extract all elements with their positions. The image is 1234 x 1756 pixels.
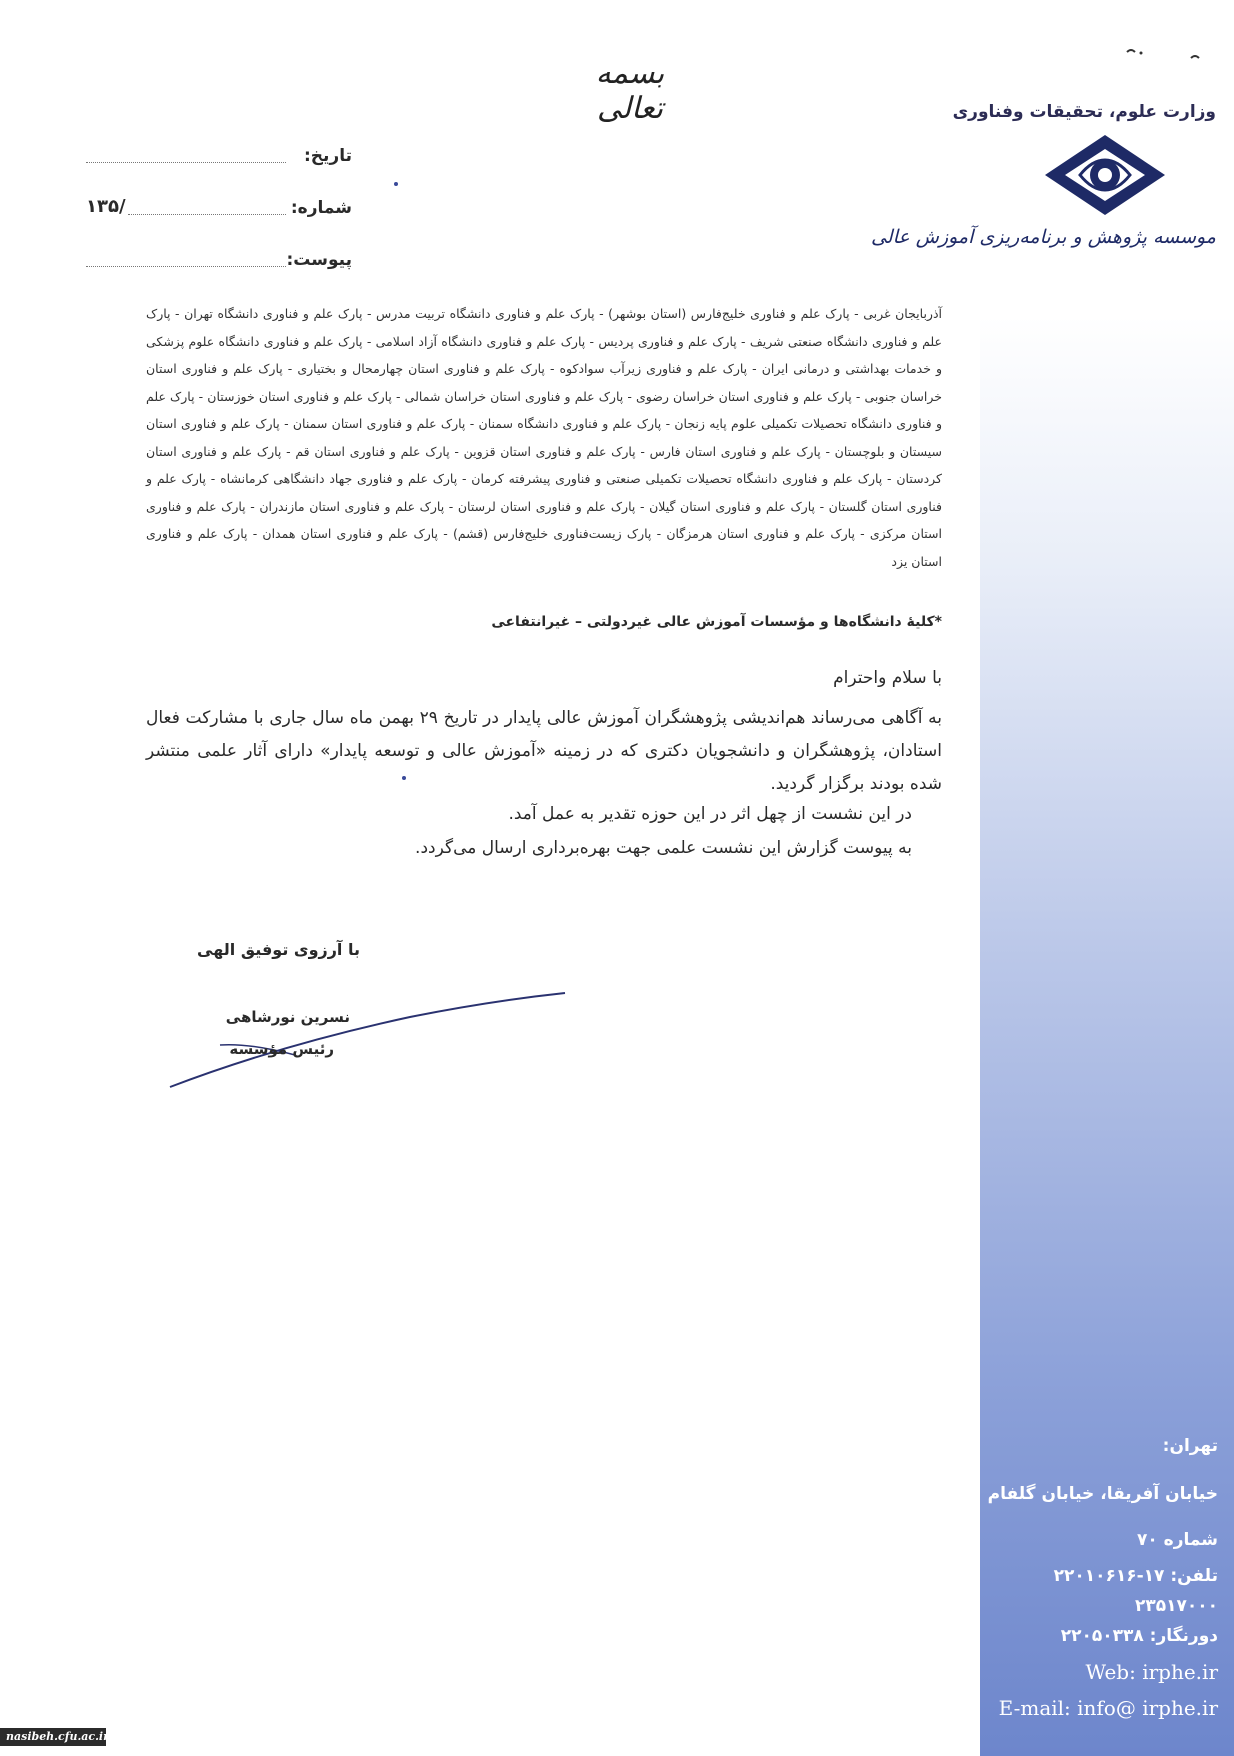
closing-line: با آرزوی توفیق الهی xyxy=(197,940,360,959)
contact-phone: تلفن: ۱۷-۲۲۰۱۰۶۱۶ xyxy=(1053,1566,1218,1586)
number-line xyxy=(128,200,286,215)
date-label: تاریخ: xyxy=(304,146,352,166)
recipients-list: آذربایجان غربی - پارک علم و فناوری خلیج‌فارس (استان بوشهر) - پارک علم و فناوری دانشگاه تربیت مدرس - پارک علم و فناوری دانشگاه تهران - پارک علم و فناوری دانشگاه صنعتی شریف - پارک علم و فناوری پردیس - پارک علم و فناوری دانشگاه آزاد اسلامی - پارک علم و فناوری دانشگاه علوم پزشکی و خدمات بهداشتی و درمانی ایران - پارک علم و فناوری زیرآب سوادکوه - پارک علم و فناوری استان چهارمحال و بختیاری - پارک علم و فناوری استان خراسان جنوبی - پارک علم و فناوری استان خراسان رضوی - پارک علم و فناوری استان خراسان شمالی - پارک علم و فناوری استان خوزستان - پارک علم و فناوری دانشگاه تحصیلات تکمیلی علوم پایه زنجان - پارک علم و فناوری دانشگاه سمنان - پارک علم و فناوری استان سمنان - پارک علم و فناوری استان سیستان و بلوچستان - پارک علم و فناوری استان فارس - پارک علم و فناوری استان قزوین - پارک علم و فناوری استان قم - پارک علم و فناوری استان کردستان - پارک علم و فناوری دانشگاه تحصیلات تکمیلی صنعتی و فناوری پیشرفته کرمان - پارک علم و فناوری جهاد دانشگاهی کرمانشاه - پارک علم و فناوری استان گلستان - پارک علم و فناوری استان گیلان - پارک علم و فناوری استان لرستان - پارک علم و فناوری استان مازندران - پارک علم و فناوری استان مرکزی - پارک علم و فناوری استان هرمزگان - پارک زیست‌فناوری خلیج‌فارس (قشم) - پارک علم و فناوری استان همدان - پارک علم و فناوری استان یزد xyxy=(146,306,942,569)
attachment-line xyxy=(86,252,286,267)
ministry-name: وزارت علوم، تحقیقات وفناوری xyxy=(952,102,1216,122)
contact-email: E-mail: info@ irphe.ir xyxy=(998,1696,1218,1720)
contact-street: خیابان آفریقا، خیابان گلفام xyxy=(987,1484,1218,1504)
signatory-title: رئیس مؤسسه xyxy=(229,1040,334,1058)
contact-number: شماره ۷۰ xyxy=(1136,1530,1218,1550)
contact-city: تهران: xyxy=(1162,1436,1218,1456)
contact-web: Web: irphe.ir xyxy=(1085,1660,1218,1684)
corner-marks-icon xyxy=(1125,46,1205,66)
ink-dot xyxy=(394,182,398,186)
institute-name: موسسه پژوهش و برنامه‌ریزی آموزش عالی xyxy=(870,226,1216,248)
institute-logo-icon xyxy=(1040,130,1170,220)
date-line xyxy=(86,148,286,163)
contact-phone-2: ۲۳۵۱۷۰۰۰ xyxy=(1134,1596,1218,1616)
body-paragraph-1: به آگاهی می‌رساند هم‌اندیشی پژوهشگران آموزش عالی پایدار در تاریخ ۲۹ بهمن ماه سال جاری با مشارکت فعال استادان، پژوهشگران و دانشجویان دکتری که در زمینه «آموزش عالی و توسعه پایدار» دارای آثار علمی منتشر شده بودند برگزار گردید. xyxy=(146,708,942,794)
body-paragraph-2: در این نشست از چهل اثر در این حوزه تقدیر به عمل آمد. xyxy=(508,804,912,824)
number-label: شماره: xyxy=(290,198,352,218)
attachment-label: پیوست: xyxy=(286,250,352,270)
salutation: با سلام واحترام xyxy=(833,668,942,688)
ink-dot xyxy=(402,776,406,780)
all-universities-line: *کلیهٔ دانشگاه‌ها و مؤسسات آموزش عالی غیردولتی – غیرانتفاعی xyxy=(491,614,942,630)
contact-fax: دورنگار: ۲۲۰۵۰۳۳۸ xyxy=(1060,1626,1218,1646)
signatory-name: نسرین نورشاهی xyxy=(225,1008,350,1026)
number-value: ۱۳۵/ xyxy=(86,196,126,217)
basmala-heading: بسمه تعالی xyxy=(595,56,665,126)
footer-tag: nasibeh.cfu.ac.ir xyxy=(0,1728,106,1746)
body-paragraph-3: به پیوست گزارش این نشست علمی جهت بهره‌برداری ارسال می‌گردد. xyxy=(415,838,912,858)
